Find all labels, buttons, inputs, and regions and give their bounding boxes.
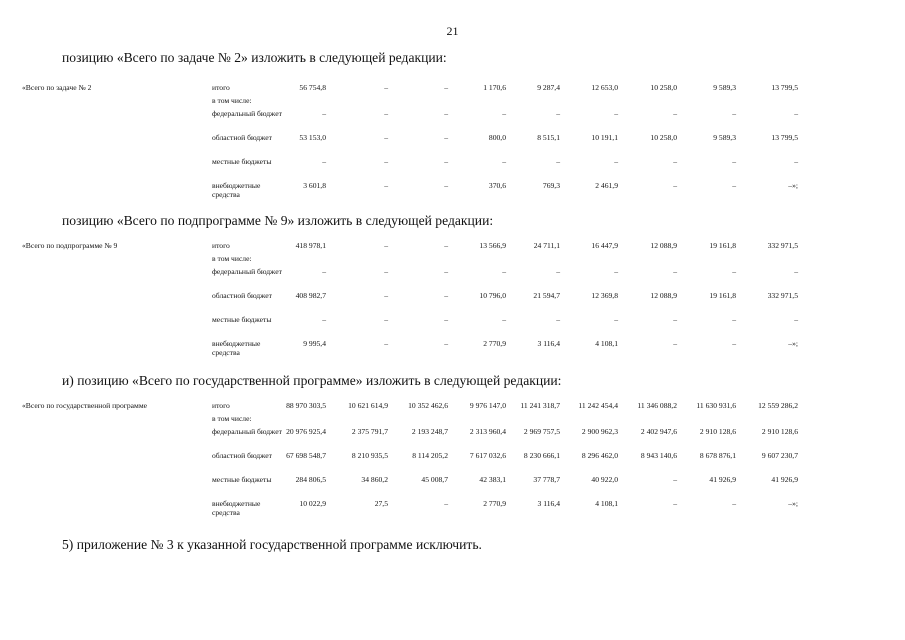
cell-value: – xyxy=(673,499,677,508)
cell-value: 8 678 876,1 xyxy=(699,451,736,460)
cell-value: – xyxy=(444,83,448,92)
cell-value: 10 621 614,9 xyxy=(348,401,388,410)
cell-value: 2 900 962,3 xyxy=(581,427,618,436)
table-row xyxy=(22,242,882,255)
cell-value: 9 287,4 xyxy=(537,83,560,92)
cell-value: 9 589,3 xyxy=(713,133,736,142)
cell-value: 2 770,9 xyxy=(483,339,506,348)
cell-value: – xyxy=(673,315,677,324)
cell-value: – xyxy=(673,181,677,190)
cell-value: – xyxy=(384,181,388,190)
cell-value: – xyxy=(794,315,798,324)
cell-value: – xyxy=(732,267,736,276)
table-row xyxy=(22,402,882,415)
cell-value: 8 515,1 xyxy=(537,133,560,142)
cell-value: – xyxy=(556,109,560,118)
table-row xyxy=(22,428,882,452)
cell-value: – xyxy=(444,291,448,300)
cell-value: 2 770,9 xyxy=(483,499,506,508)
row-group-name: «Всего по задаче № 2 xyxy=(22,83,92,92)
cell-value: – xyxy=(673,109,677,118)
cell-value: – xyxy=(384,267,388,276)
row-label: в том числе: xyxy=(212,414,252,423)
cell-value: 34 860,2 xyxy=(361,475,388,484)
cell-value: – xyxy=(322,267,326,276)
table-row xyxy=(22,292,882,316)
cell-value: – xyxy=(794,157,798,166)
cell-value: 8 296 462,0 xyxy=(581,451,618,460)
cell-value: – xyxy=(384,109,388,118)
cell-value: – xyxy=(732,157,736,166)
cell-value: – xyxy=(502,315,506,324)
table-state-program xyxy=(22,402,882,524)
row-label: федеральный бюджет xyxy=(212,427,282,436)
cell-value: 2 969 757,5 xyxy=(523,427,560,436)
cell-value: – xyxy=(444,315,448,324)
table-row xyxy=(22,452,882,476)
cell-value: – xyxy=(502,157,506,166)
cell-value: 11 346 088,2 xyxy=(637,401,677,410)
table-row xyxy=(22,255,882,268)
cell-value: 20 976 925,4 xyxy=(286,427,326,436)
cell-value: – xyxy=(673,267,677,276)
cell-value: – xyxy=(614,267,618,276)
cell-value: 2 461,9 xyxy=(595,181,618,190)
cell-value: – xyxy=(556,157,560,166)
row-label: итого xyxy=(212,401,230,410)
cell-value: 9 607 230,7 xyxy=(761,451,798,460)
cell-value: 42 383,1 xyxy=(479,475,506,484)
cell-value: 45 008,7 xyxy=(421,475,448,484)
cell-value: 9 976 147,0 xyxy=(469,401,506,410)
cell-value: 10 191,1 xyxy=(591,133,618,142)
cell-value: – xyxy=(384,241,388,250)
table-row xyxy=(22,415,882,428)
cell-value: 88 970 303,5 xyxy=(286,401,326,410)
cell-value: – xyxy=(732,499,736,508)
cell-value: – xyxy=(794,267,798,276)
cell-value: 3 116,4 xyxy=(537,339,560,348)
cell-value: – xyxy=(444,267,448,276)
cell-value: – xyxy=(732,109,736,118)
row-label: внебюджетные средства xyxy=(212,339,261,357)
row-label: итого xyxy=(212,83,230,92)
table-row xyxy=(22,340,882,364)
cell-value: – xyxy=(732,181,736,190)
row-label: областной бюджет xyxy=(212,133,272,142)
row-label: федеральный бюджет xyxy=(212,267,282,276)
cell-value: 9 995,4 xyxy=(303,339,326,348)
paragraph-state-program: и) позицию «Всего по государственной программе» изложить в следующей редакции: xyxy=(62,373,562,388)
row-label: местные бюджеты xyxy=(212,315,272,324)
cell-value: 10 258,0 xyxy=(650,133,677,142)
cell-value: 2 193 248,7 xyxy=(411,427,448,436)
cell-value: 769,3 xyxy=(542,181,560,190)
row-group-name: «Всего по подпрограмме № 9 xyxy=(22,241,118,250)
cell-value: 3 116,4 xyxy=(537,499,560,508)
cell-value: – xyxy=(556,315,560,324)
cell-value: – xyxy=(673,339,677,348)
cell-value: 19 161,8 xyxy=(709,291,736,300)
row-label: в том числе: xyxy=(212,96,252,105)
row-label: в том числе: xyxy=(212,254,252,263)
cell-value: – xyxy=(732,315,736,324)
cell-value: – xyxy=(384,291,388,300)
cell-value: – xyxy=(794,109,798,118)
cell-value: – xyxy=(444,181,448,190)
cell-value: 3 601,8 xyxy=(303,181,326,190)
cell-value: 8 943 140,6 xyxy=(640,451,677,460)
cell-value: 12 653,0 xyxy=(591,83,618,92)
cell-value: 2 910 128,6 xyxy=(761,427,798,436)
cell-value: –»; xyxy=(788,499,798,508)
cell-value: 4 108,1 xyxy=(595,499,618,508)
cell-value: 27,5 xyxy=(374,499,388,508)
cell-value: 10 352 462,6 xyxy=(408,401,448,410)
table-row xyxy=(22,476,882,500)
page-number: 21 xyxy=(446,24,459,38)
cell-value: 2 402 947,6 xyxy=(640,427,677,436)
cell-value: 11 630 931,6 xyxy=(696,401,736,410)
paragraph-appendix-3: 5) приложение № 3 к указанной государственной программе исключить. xyxy=(62,537,482,552)
row-label: федеральный бюджет xyxy=(212,109,282,118)
cell-value: 2 910 128,6 xyxy=(699,427,736,436)
cell-value: – xyxy=(384,83,388,92)
cell-value: – xyxy=(614,157,618,166)
cell-value: 12 088,9 xyxy=(650,291,677,300)
cell-value: 37 778,7 xyxy=(533,475,560,484)
cell-value: 7 617 032,6 xyxy=(469,451,506,460)
cell-value: – xyxy=(444,339,448,348)
cell-value: 2 375 791,7 xyxy=(351,427,388,436)
cell-value: 19 161,8 xyxy=(709,241,736,250)
cell-value: 800,0 xyxy=(488,133,506,142)
table-row xyxy=(22,268,882,292)
table-row xyxy=(22,84,882,97)
cell-value: – xyxy=(556,267,560,276)
table-row xyxy=(22,500,882,524)
cell-value: 13 799,5 xyxy=(771,83,798,92)
cell-value: 24 711,1 xyxy=(533,241,560,250)
cell-value: – xyxy=(444,109,448,118)
cell-value: 332 971,5 xyxy=(767,241,798,250)
cell-value: 12 559 286,2 xyxy=(758,401,798,410)
cell-value: 10 022,9 xyxy=(299,499,326,508)
cell-value: 9 589,3 xyxy=(713,83,736,92)
cell-value: – xyxy=(444,157,448,166)
cell-value: – xyxy=(502,109,506,118)
cell-value: 12 088,9 xyxy=(650,241,677,250)
row-group-name: «Всего по государственной программе xyxy=(22,401,148,410)
cell-value: 13 799,5 xyxy=(771,133,798,142)
cell-value: – xyxy=(384,133,388,142)
paragraph-task-2: позицию «Всего по задаче № 2» изложить в следующей редакции: xyxy=(62,50,447,65)
cell-value: 8 210 935,5 xyxy=(351,451,388,460)
cell-value: 8 230 666,1 xyxy=(523,451,560,460)
cell-value: – xyxy=(322,315,326,324)
cell-value: 53 153,0 xyxy=(299,133,326,142)
cell-value: 2 313 960,4 xyxy=(469,427,506,436)
cell-value: 56 754,8 xyxy=(299,83,326,92)
row-label: областной бюджет xyxy=(212,451,272,460)
cell-value: – xyxy=(614,109,618,118)
cell-value: 284 806,5 xyxy=(295,475,326,484)
row-label: итого xyxy=(212,241,230,250)
cell-value: 16 447,9 xyxy=(591,241,618,250)
cell-value: 8 114 205,2 xyxy=(412,451,448,460)
cell-value: 13 566,9 xyxy=(479,241,506,250)
cell-value: 10 796,0 xyxy=(479,291,506,300)
cell-value: 4 108,1 xyxy=(595,339,618,348)
cell-value: – xyxy=(322,109,326,118)
row-label: местные бюджеты xyxy=(212,157,272,166)
cell-value: – xyxy=(444,241,448,250)
table-row xyxy=(22,182,882,206)
row-label: внебюджетные средства xyxy=(212,499,261,517)
cell-value: 370,6 xyxy=(488,181,506,190)
cell-value: – xyxy=(384,157,388,166)
cell-value: 21 594,7 xyxy=(533,291,560,300)
cell-value: – xyxy=(322,157,326,166)
row-label: внебюджетные средства xyxy=(212,181,261,199)
cell-value: 408 982,7 xyxy=(295,291,326,300)
row-label: областной бюджет xyxy=(212,291,272,300)
table-task-2 xyxy=(22,84,882,206)
cell-value: 418 978,1 xyxy=(295,241,326,250)
table-row xyxy=(22,158,882,182)
cell-value: – xyxy=(732,339,736,348)
cell-value: – xyxy=(444,499,448,508)
cell-value: – xyxy=(673,475,677,484)
table-row xyxy=(22,134,882,158)
cell-value: 41 926,9 xyxy=(771,475,798,484)
cell-value: – xyxy=(673,157,677,166)
cell-value: 41 926,9 xyxy=(709,475,736,484)
cell-value: 67 698 548,7 xyxy=(286,451,326,460)
cell-value: –»; xyxy=(788,181,798,190)
cell-value: – xyxy=(614,315,618,324)
cell-value: 332 971,5 xyxy=(767,291,798,300)
table-row xyxy=(22,110,882,134)
cell-value: 11 242 454,4 xyxy=(578,401,618,410)
table-row xyxy=(22,97,882,110)
paragraph-subprogram-9: позицию «Всего по подпрограмме № 9» изложить в следующей редакции: xyxy=(62,213,494,228)
cell-value: – xyxy=(502,267,506,276)
cell-value: – xyxy=(444,133,448,142)
cell-value: 10 258,0 xyxy=(650,83,677,92)
cell-value: 11 241 318,7 xyxy=(520,401,560,410)
cell-value: 12 369,8 xyxy=(591,291,618,300)
table-row xyxy=(22,316,882,340)
cell-value: 1 170,6 xyxy=(483,83,506,92)
row-label: местные бюджеты xyxy=(212,475,272,484)
cell-value: – xyxy=(384,339,388,348)
table-subprogram-9 xyxy=(22,242,882,364)
cell-value: – xyxy=(384,315,388,324)
cell-value: –»; xyxy=(788,339,798,348)
cell-value: 40 922,0 xyxy=(591,475,618,484)
